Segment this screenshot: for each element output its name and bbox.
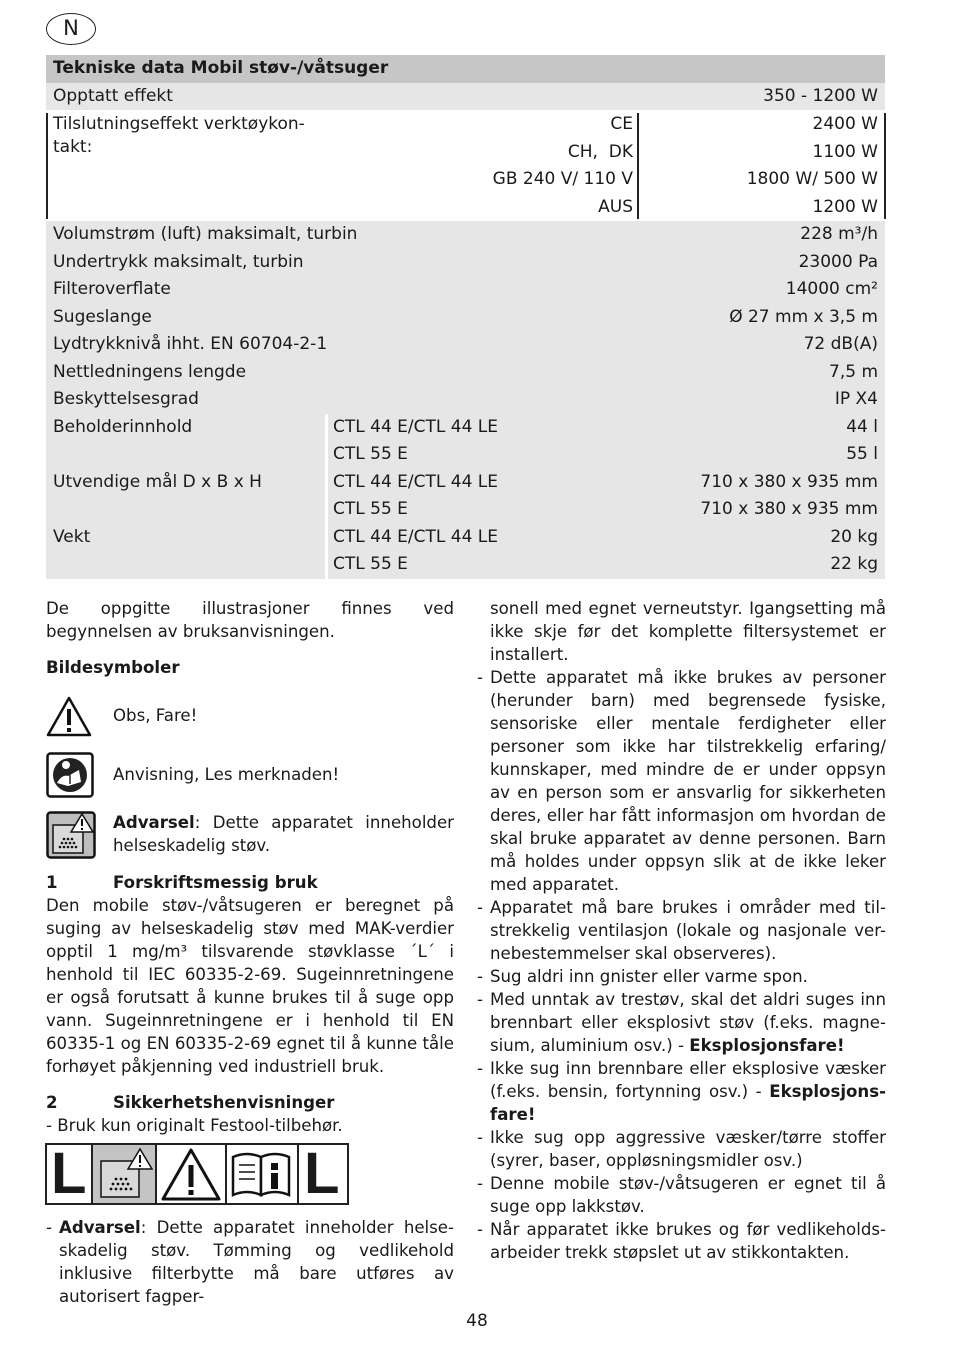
model-value: 710 x 380 x 935 mm [700,471,878,492]
warning-triangle-icon [157,1145,227,1203]
symbol-caption: Anvisning, Les merknaden! [113,765,340,784]
model-name: CTL 44 E/CTL 44 LE [333,416,499,437]
model-value: 22 kg [830,554,878,574]
dust-class-l-icon [299,1141,347,1206]
warning-paragraph [46,1216,454,1308]
row-label: Undertrykk maksimalt, turbin [53,251,304,272]
continued-text: sonell med egnet verneutstyr. Igangsetting må ikke skje før det komplette filtersystemet er installert. [490,599,886,664]
symbol-caption [113,811,454,857]
bullet-item: - Dette apparatet må ikke brukes av personer (herunder barn) med begrensede fysiske, sensoriske eller mentale ferdigheter eller personer som ikke har tilstrekkelig erfaring/ kunnskaper, med mindre de er under oppsyn av en person som er ansvarlig for sikkerheten deres, eller har fått informasjon om hvordan de skal bruke apparatet av denne personen. Barn må holdes under oppsyn slik at de ikke leker med apparatet. [477,666,886,896]
section-number: 2 [46,1093,58,1112]
connection-power-block [46,110,885,221]
bullet-item: - Ikke sug opp aggressive væsker/tørre stoffer (syrer, baser, oppløsningsmidler osv.) [477,1126,886,1172]
row-label: Beskyttelsesgrad [53,389,199,409]
row-value: 7,5 m [829,361,878,382]
model-group [46,469,885,524]
region-value: 1200 W [812,196,878,217]
row-value: 228 m³/h [800,224,878,244]
model-name: CTL 44 E/CTL 44 LE [333,471,499,492]
table-row [46,304,885,332]
connection-row [46,194,885,222]
table-row [46,359,885,387]
model-name: CTL 55 E [333,444,408,464]
section-number: 1 [46,873,58,892]
group-label: Utvendige mål D x B x H [53,471,262,492]
left-column [46,597,454,679]
region-label: GB 240 V/ 110 V [492,169,633,189]
warning-text: : Dette apparatet inneholder helse-skadelig støv. Tømming og vedlikehold inklusive filterbytte må bare utføres av autorisert fagper- [59,1218,454,1306]
hazardous-dust-icon [93,1145,157,1203]
table-row [46,83,885,111]
section-1 [46,871,454,1137]
model-value: 55 l [846,444,878,464]
pictogram-strip [45,1143,349,1205]
symbol-caption: Obs, Fare! [113,706,198,725]
row-label: Lydtrykknivå ihht. EN 60704-2-1 [53,334,328,354]
warning-text: : Dette apparatet inneholder helseskadelig støv. [113,813,454,855]
connection-row [46,111,885,139]
read-manual-icon [46,752,94,802]
region-label: CE [610,114,633,134]
model-value: 44 l [846,416,878,437]
read-manual-book-icon [227,1145,299,1203]
model-group [46,524,885,579]
warning-label: Advarsel [113,813,195,832]
technical-data-table [46,55,885,579]
dust-class-l-icon [47,1141,93,1206]
hazardous-dust-icon [46,811,96,863]
table-row [46,386,885,414]
region-value: 2400 W [812,114,878,134]
table-row [46,221,885,249]
bullet-item: - Apparatet må bare brukes i områder med til-strekkelig ventilasjon (lokale og nasjonale ver-nebestemmelser skal observeres). [477,896,886,965]
model-name: CTL 44 E/CTL 44 LE [333,526,499,547]
bullet-item [46,1216,454,1308]
connection-label-line: takt: [53,137,93,157]
intro-text: De oppgitte illustrasjoner finnes ved begynnelsen av bruksanvisningen. [46,599,454,641]
connection-row [46,166,885,194]
table-title: Tekniske data Mobil støv-/våtsuger [53,58,389,78]
bullet-item [477,988,886,1057]
section-title: Sikkerhetshenvisninger [113,1093,335,1112]
row-value: 72 dB(A) [803,334,878,354]
row-value: Ø 27 mm x 3,5 m [729,306,878,327]
row-value: 350 - 1200 W [763,85,878,106]
bullet-item [477,1057,886,1126]
bullet-emphasis: Eksplosjons-fare! [490,1082,886,1124]
bullet-item: - Når apparatet ikke brukes og før vedlikeholds-arbeider trekk støpslet ut av stikkontakten. [477,1218,886,1264]
bullet-item: - Denne mobile støv-/våtsugeren er egnet til å suge opp lakkstøv. [477,1172,886,1218]
region-label: CH, DK [567,141,633,162]
row-value: 23000 Pa [798,251,878,272]
right-column [477,597,886,1264]
row-label: Volumstrøm (luft) maksimalt, turbin [53,224,358,244]
region-value: 1800 W/ 500 W [746,169,878,189]
dust-class-letter: L [51,1141,87,1206]
section-heading [46,871,454,894]
row-label: Filteroverflate [53,279,171,299]
model-group [46,414,885,469]
symbols-heading: Bildesymboler [46,658,180,677]
warning-triangle-icon [46,695,92,741]
connection-row [46,139,885,167]
table-title-row [46,55,885,83]
model-name: CTL 55 E [333,499,408,519]
section-title: Forskriftsmessig bruk [113,873,318,892]
bullet-text: Ikke sug inn brennbare eller eksplosive væsker (f.eks. bensin, fortynning osv.) - [490,1059,886,1101]
section-heading [46,1091,454,1114]
page-number: 48 [466,1311,488,1331]
bullet-item: - Bruk kun originalt Festool-tilbehør. [46,1116,343,1135]
row-label: Nettledningens lengde [53,361,247,382]
group-label: Beholderinnhold [53,416,193,437]
row-value: IP X4 [834,389,878,409]
row-value: 14000 cm² [785,279,878,299]
bullet-emphasis: Eksplosjonsfare! [689,1036,845,1055]
row-label: Sugeslange [53,306,152,327]
table-row [46,249,885,277]
connection-label-line: Tilslutningseffekt verktøykon- [53,114,305,134]
bullet-item: - Sug aldri inn gnister eller varme spon. [477,965,886,988]
row-label: Opptatt effekt [53,85,173,106]
section-body: Den mobile støv-/våtsugeren er beregnet på suging av helseskadelig støv med MAK-verdier opptil 1 mg/m³ tilsvarende støvklasse ´L´ i henhold til IEC 60335-2-69. Sugeinnretningene er også forutsatt å kunne brukes til å suge opp vann. Sugeinnretningene er i henhold til EN 60335-1 og EN 60335-2-69 egnet til å kunne tåle forhøyet påkjenning ved industriell bruk. [46,896,454,1076]
region-value: 1100 W [812,141,878,162]
model-name: CTL 55 E [333,554,408,574]
model-value: 710 x 380 x 935 mm [700,499,878,519]
bullet-text: Med unntak av trestøv, skal det aldri suges inn brennbart eller eksplosivt støv (f.eks. magne-sium, aluminium osv.) - [490,990,886,1055]
region-label: AUS [598,196,633,217]
table-row [46,276,885,304]
dust-class-letter: L [304,1141,340,1206]
model-value: 20 kg [830,526,878,547]
group-label: Vekt [53,526,91,547]
warning-label: Advarsel [59,1218,141,1237]
language-marker: N [46,13,96,45]
table-row [46,331,885,359]
